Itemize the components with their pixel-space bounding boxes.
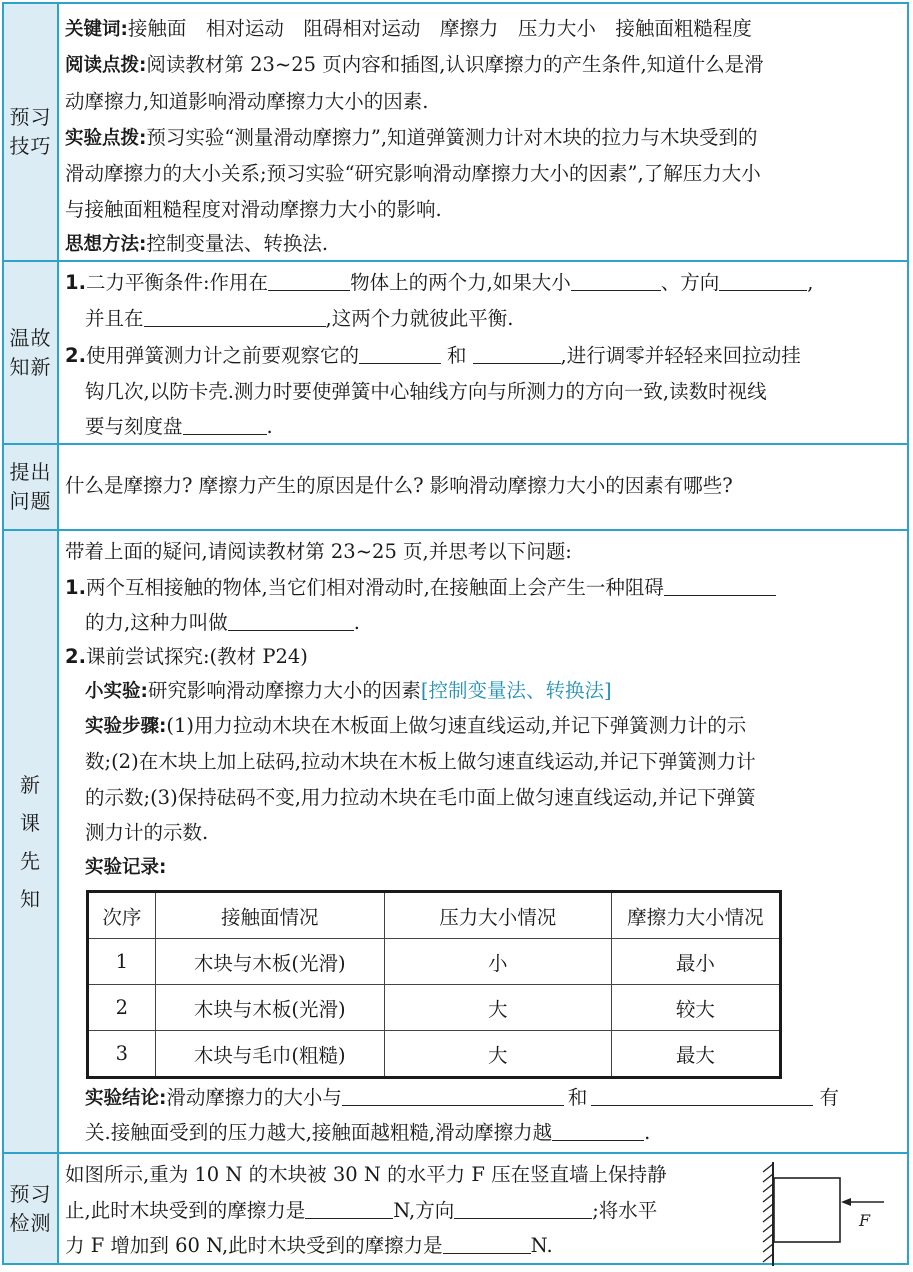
text: 止,此时木块受到的摩擦力是: [65, 1199, 306, 1222]
text: 滑动摩擦力的大小与: [166, 1086, 342, 1109]
text: .: [266, 415, 273, 438]
answer-blank[interactable]: [591, 1085, 813, 1106]
section-label: [4, 4, 59, 260]
table-cell: 较大: [611, 985, 780, 1031]
text: 钩几次,以防卡壳.测力时要使弹簧中心轴线方向与所测力的方向一致,读数时视线: [85, 380, 767, 403]
label-line: 先: [20, 848, 41, 873]
answer-blank[interactable]: [552, 1120, 644, 1141]
text: 、方向: [660, 271, 720, 294]
label-line: 提出: [9, 460, 52, 484]
table-cell: 2: [88, 985, 156, 1031]
question-text: 什么是摩擦力? 摩擦力产生的原因是什么? 影响滑动摩擦力大小的因素有哪些?: [65, 474, 733, 497]
table-cell: 木块与木板(光滑): [155, 985, 384, 1031]
text: 要与刻度盘: [85, 415, 183, 438]
label-line: 温故: [9, 325, 52, 350]
table-cell: 1: [88, 939, 156, 985]
method-text: 控制变量法、转换法.: [146, 232, 329, 255]
text: ,: [807, 271, 814, 294]
text: ;将水平: [592, 1199, 658, 1222]
experiment-tip-text: 与接触面粗糙程度对滑动摩擦力大小的影响.: [65, 198, 442, 221]
intro-text: 带着上面的疑问,请阅读教材第 23~25 页,并思考以下问题:: [65, 540, 572, 563]
section-preview-tips: [4, 4, 907, 262]
question-number: 2.: [65, 344, 86, 367]
text: 和: [447, 344, 467, 367]
answer-blank[interactable]: [443, 1233, 531, 1254]
table-cell: 最大: [611, 1031, 780, 1078]
section-new-lesson: [4, 531, 907, 1154]
column-header: 接触面情况: [155, 892, 384, 939]
text: 有: [819, 1086, 839, 1109]
table-cell: 大: [384, 1031, 611, 1078]
worksheet-frame: [2, 2, 909, 1265]
steps-label: 实验步骤:: [85, 716, 167, 737]
text: ,进行调零并轻轻来回拉动挂: [560, 344, 801, 367]
section-label: [4, 1154, 59, 1263]
label-line: 知: [20, 886, 41, 911]
label-line: 检测: [9, 1210, 52, 1235]
text: N,方向: [393, 1199, 455, 1222]
text: .: [353, 611, 360, 634]
method-label: 思想方法:: [65, 234, 147, 255]
answer-blank[interactable]: [342, 1085, 564, 1106]
experiment-tip-text: 滑动摩擦力的大小关系;预习实验“研究影响滑动摩擦力大小的因素”,了解压力大小: [65, 162, 761, 185]
text: 的示数;(3)保持砝码不变,用力拉动木块在毛巾面上做匀速直线运动,并记下弹簧: [85, 786, 756, 809]
text: 课前尝试探究:(教材 P24): [85, 645, 308, 668]
text: 物体上的两个力,如果大小: [350, 271, 571, 294]
question-number: 2.: [65, 645, 86, 668]
text: 测力计的示数.: [85, 821, 209, 844]
answer-blank[interactable]: [454, 1198, 592, 1219]
text: N.: [530, 1234, 553, 1257]
text: 两个互相接触的物体,当它们相对滑动时,在接触面上会产生一种阻碍: [85, 576, 664, 599]
force-label: F: [859, 1211, 871, 1230]
label-line: 预习: [9, 105, 52, 129]
text: 力 F 增加到 60 N,此时木块受到的摩擦力是: [65, 1234, 443, 1257]
answer-blank[interactable]: [144, 306, 326, 327]
block: [774, 1178, 840, 1242]
text: 的力,这种力叫做: [85, 611, 228, 634]
table-cell: 3: [88, 1031, 156, 1078]
reading-text: 动摩擦力,知道影响滑动摩擦力大小的因素.: [65, 90, 429, 113]
conclusion-label: 实验结论:: [85, 1088, 167, 1109]
table-cell: 木块与木板(光滑): [155, 939, 384, 985]
record-label: 实验记录:: [85, 857, 167, 878]
section-label: [4, 531, 59, 1152]
answer-blank[interactable]: [305, 1198, 393, 1219]
method-tag: [控制变量法、转换法]: [420, 679, 612, 702]
small-experiment-label: 小实验:: [85, 681, 148, 702]
test-text: 如图所示,重为 10 N 的木块被 30 N 的水平力 F 压在竖直墙上保持静: [65, 1163, 667, 1186]
answer-blank[interactable]: [473, 343, 561, 364]
experiment-tip-text: 预习实验“测量滑动摩擦力”,知道弹簧测力计对木块的拉力与木块受到的: [146, 126, 758, 149]
label-line: 课: [20, 810, 41, 835]
reading-text: 阅读教材第 23~25 页内容和插图,认识摩擦力的产生条件,知道什么是滑: [146, 53, 764, 76]
wall-hatch: [763, 1164, 773, 1262]
section-label: [4, 262, 59, 443]
wall-block-figure: [759, 1156, 899, 1272]
label-line: 问题: [9, 489, 52, 513]
section-preview-test: [4, 1154, 907, 1263]
table-cell: 大: [384, 985, 611, 1031]
text: (1)用力拉动木块在木板面上做匀速直线运动,并记下弹簧测力计的示: [166, 714, 747, 737]
answer-blank[interactable]: [183, 414, 267, 435]
label-line: 知新: [9, 354, 52, 379]
text: .: [644, 1121, 651, 1144]
table-cell: 木块与毛巾(粗糙): [155, 1031, 384, 1078]
answer-blank[interactable]: [719, 270, 807, 291]
arrow-head: [841, 1198, 851, 1206]
text: 二力平衡条件:作用在: [85, 271, 269, 294]
answer-blank[interactable]: [359, 343, 441, 364]
text: 和: [567, 1086, 588, 1109]
text: 使用弹簧测力计之前要观察它的: [85, 344, 359, 367]
table-cell: 最小: [611, 939, 780, 985]
question-number: 1.: [65, 576, 86, 599]
column-header: 次序: [88, 892, 156, 939]
column-header: 压力大小情况: [384, 892, 611, 939]
label-line: 预习: [9, 1181, 52, 1206]
reading-label: 阅读点拨:: [65, 55, 147, 76]
label-line: 技巧: [9, 134, 52, 158]
text: 关.接触面受到的压力越大,接触面越粗糙,滑动摩擦力越: [85, 1121, 553, 1144]
answer-blank[interactable]: [268, 270, 350, 291]
text: 研究影响滑动摩擦力大小的因素: [147, 679, 421, 702]
text: 并且在: [85, 307, 144, 330]
table-cell: 小: [384, 939, 611, 985]
text: 数;(2)在木块上加上砝码,拉动木块在木板上做匀速直线运动,并记下弹簧测力计: [85, 750, 756, 773]
answer-blank[interactable]: [571, 270, 661, 291]
column-header: 摩擦力大小情况: [611, 892, 780, 939]
section-label: [4, 445, 59, 529]
experiment-tip-label: 实验点拨:: [65, 128, 147, 149]
keywords-text: 接触面 相对运动 阻碍相对运动 摩擦力 压力大小 接触面粗糙程度: [127, 17, 752, 40]
text: ,这两个力就彼此平衡.: [325, 307, 514, 330]
keywords-label: 关键词:: [65, 19, 128, 40]
section-question: [4, 445, 907, 531]
label-line: 新: [20, 772, 41, 797]
question-number: 1.: [65, 271, 86, 294]
section-review: [4, 262, 907, 445]
